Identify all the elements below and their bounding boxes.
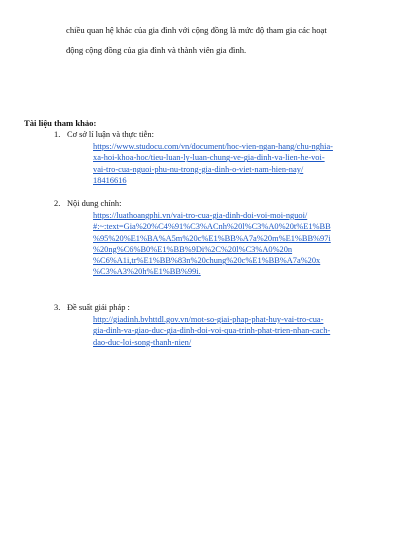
reference-link-line: https://luathoangphi.vn/vai-tro-cua-gia-dinh-doi-voi-moi-nguoi/ [93,211,308,220]
reference-title: Nội dung chính: [67,199,122,208]
reference-number: 2. [54,199,61,208]
references-heading: Tài liệu tham khảo: [24,118,97,128]
reference-title: Đề suất giải pháp : [67,303,130,312]
reference-link-line: https://www.studocu.com/vn/document/hoc-vien-ngan-hang/chu-nghia- [93,142,333,151]
reference-link-line: %C6%A1i,tr%E1%BB%83n%20chung%20c%E1%BB%A7a%20x [93,256,321,266]
reference-link-line: vai-tro-cua-nguoi-phu-nu-trong-gia-dinh-o-viet-nam-hien-nay/ [93,164,304,174]
reference-link[interactable] [93,141,333,186]
reference-number: 1. [54,130,61,139]
reference-link[interactable] [93,314,330,348]
reference-link-line: gia-dinh-va-giao-duc-gia-dinh-doi-voi-qua-trinh-phat-trien-nhan-cach- [93,326,331,336]
reference-link-line: http://giadinh.bvhttdl.gov.vn/mot-so-giai-phap-phat-huy-vai-tro-cua- [93,315,324,324]
reference-link-line: %95%20%E1%BA%A5m%20c%E1%BB%A7a%20m%E1%BB%97i [93,233,331,243]
reference-link[interactable] [93,210,331,278]
reference-link-line: #:~:text=Gia%20%C4%91%C3%ACnh%20l%C3%A0%20t%E1%BB [93,222,331,232]
reference-link-line: xa-hoi-khoa-hoc/tieu-luan-ly-luan-chung-ve-gia-dinh-va-lien-he-voi- [93,153,325,163]
reference-title: Cơ sở lí luận và thực tiễn: [67,130,154,139]
intro-line: động cộng đồng của gia đình và thành viên gia đình. [66,45,247,55]
reference-link-line: dao-duc-loi-song-thanh-nien/ [93,337,192,347]
reference-link-line: %20ng%C6%B0%E1%BB%9Di%2C%20l%C3%A0%20n [93,244,293,254]
reference-link-line: 18416616 [93,175,127,185]
intro-line: chiều quan hệ khác của gia đình với cộng đồng là mức độ tham gia các hoạt [66,25,327,35]
intro-paragraph [66,20,384,60]
reference-number: 3. [54,303,61,312]
reference-link-line: %C3%A3%20h%E1%BB%99i. [93,267,201,277]
